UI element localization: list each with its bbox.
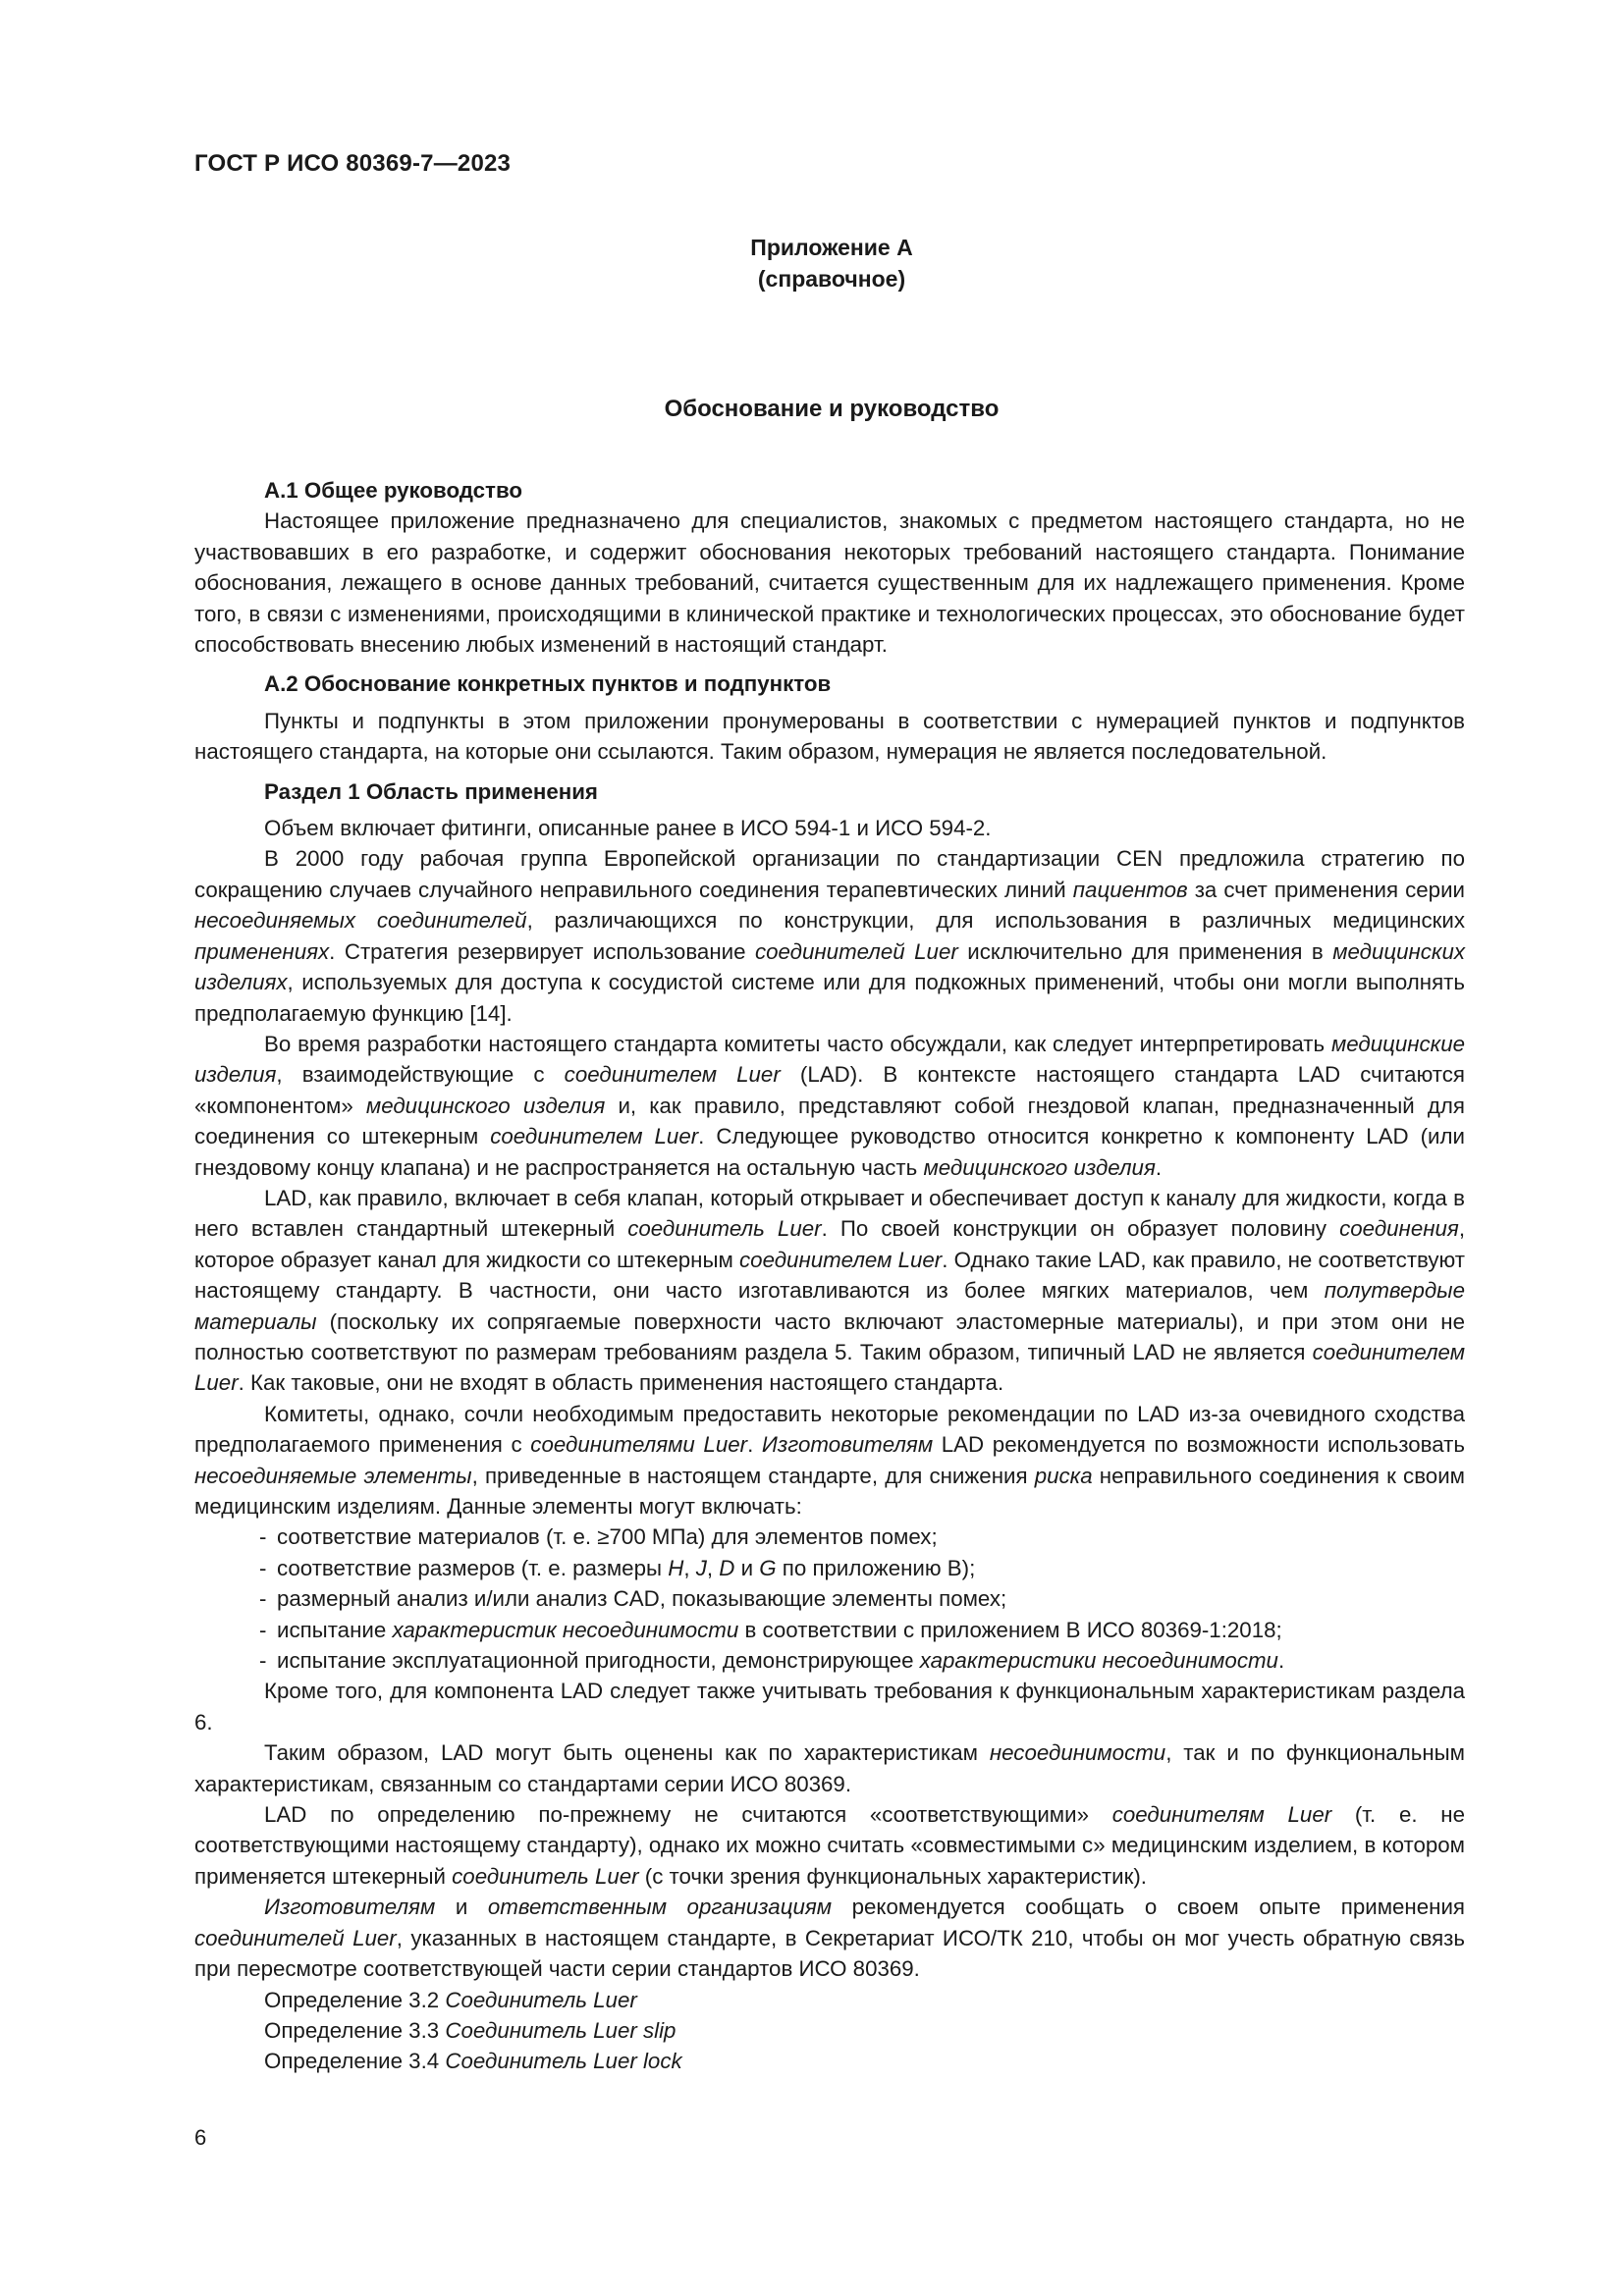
paragraph: Кроме того, для компонента LAD следует также учитывать требования к функциональным характеристикам раздела 6. [194,1679,1465,1735]
paragraph: В 2000 году рабочая группа Европейской организации по стандартизации CEN предложила стратегию по сокращению случаев случайного неправильного соединения терапевтических линий пациентов за счет применения серии несоединяемых соединителей, различающихся по конструкции, для использования в различных медицинских применениях. Стратегия резервирует использование соединителей Luer исключительно для применения в медицинских изделиях, используемых для доступа к сосудистой системе или для подкожных применений, чтобы они могли выполнять предполагаемую функцию [14]. [194,846,1465,1026]
paragraph: LAD, как правило, включает в себя клапан, который открывает и обеспечивает доступ к каналу для жидкости, когда в него вставлен стандартный штекерный соединитель Luer. По своей конструкции он образует половину соединения, которое образует канал для жидкости со штекерным соединителем Luer. Однако такие LAD, как правило, не соответствуют настоящему стандарту. В частности, они часто изготавливаются из более мягких материалов, чем полутвердые материалы (поскольку их сопрягаемые поверхности часто включают эластомерные материалы), и при этом они не полностью соответствуют по размерам требованиям раздела 5. Таким образом, типичный LAD не является соединителем Luer. Как таковые, они не входят в область применения настоящего стандарта. [194,1185,1466,1396]
section-heading-a2: А.2 Обоснование конкретных пунктов и подпунктов [264,671,832,697]
section-heading-a1: А.1 Общее руководство [264,478,522,503]
page-number: 6 [194,2125,207,2150]
annex-type: (справочное) [757,266,906,292]
paragraph: Во время разработки настоящего стандарта комитеты часто обсуждали, как следует интерпретировать медицинские изделия, взаимодействующие с соединителем Luer (LAD). В контексте настоящего стандарта LAD считаются «компонентом» медицинского изделия и, как правило, представляют собой гнездовой клапан, предназначенный для соединения со штекерным соединителем Luer. Следующее руководство относится конкретно к компоненту LAD (или гнездовому концу клапана) и не распространяется на остальную часть медицинского изделия. [194,1031,1465,1180]
list-item: - размерный анализ и/или анализ CAD, показывающие элементы помех; [259,1586,1007,1612]
definition-reference: Определение 3.4 Соединитель Luer lock [264,2049,682,2074]
feature-list [194,1522,1465,1676]
annex-title: Обоснование и руководство [664,396,1000,422]
paragraph: Таким образом, LAD могут быть оценены как по характеристикам несоединимости, так и по функциональным характеристикам, связанным со стандартами серии ИСО 80369. [194,1740,1465,1796]
annex-label: Приложение А [750,235,913,260]
paragraph: Объем включает фитинги, описанные ранее в ИСО 594-1 и ИСО 594-2. [264,816,992,841]
paragraph: Настоящее приложение предназначено для специалистов, знакомых с предметом настоящего стандарта, но не участвовавших в его разработке, и содержит обоснования некоторых требований настоящего стандарта. Понимание обоснования, лежащего в основе данных требований, считается существенным для их надлежащего применения. Кроме того, в связи с изменениями, происходящими в клинической практике и технологических процессах, это обоснование будет способствовать внесению любых изменений в настоящий стандарт. [194,508,1465,658]
definition-reference: Определение 3.2 Соединитель Luer [264,1987,637,2012]
definition-reference: Определение 3.3 Соединитель Luer slip [264,2017,677,2043]
list-item: - испытание эксплуатационной пригодности, демонстрирующее характеристики несоединимости. [259,1648,1285,1674]
list-item: - испытание характеристик несоединимости в соответствии с приложением В ИСО 80369-1:2018; [259,1617,1282,1642]
annex-header [0,232,1624,294]
paragraph: LAD по определению по-прежнему не считаются «соответствующими» соединителям Luer (т. е. не соответствующими настоящему стандарту), однако их можно считать «совместимыми с» медицинским изделием, в котором применяется штекерный соединитель Luer (с точки зрения функциональных характеристик). [194,1802,1465,1889]
paragraph: Изготовителям и ответственным организациям рекомендуется сообщать о своем опыте применения соединителей Luer, указанных в настоящем стандарте, в Секретариат ИСО/ТК 210, чтобы он мог учесть обратную связь при пересмотре соответствующей части серии стандартов ИСО 80369. [194,1895,1465,1982]
paragraph: Пункты и подпункты в этом приложении пронумерованы в соответствии с нумерацией пунктов и подпунктов настоящего стандарта, на которые они ссылаются. Таким образом, нумерация не является последовательной. [194,708,1465,765]
document-body [194,475,1465,2077]
document-code: ГОСТ Р ИСО 80369-7—2023 [194,150,512,177]
section-heading-scope: Раздел 1 Область применения [264,778,598,804]
list-item: - соответствие материалов (т. е. ≥700 МПа) для элементов помех; [259,1524,938,1550]
list-item: - соответствие размеров (т. е. размеры H, J, D и G по приложению В); [259,1555,976,1580]
paragraph: Комитеты, однако, сочли необходимым предоставить некоторые рекомендации по LAD из-за очевидного сходства предполагаемого применения с соединителями Luer. Изготовителям LAD рекомендуется по возможности использовать несоединяемые элементы, приведенные в настоящем стандарте, для снижения риска неправильного соединения к своим медицинским изделиям. Данные элементы могут включать: [194,1401,1465,1519]
